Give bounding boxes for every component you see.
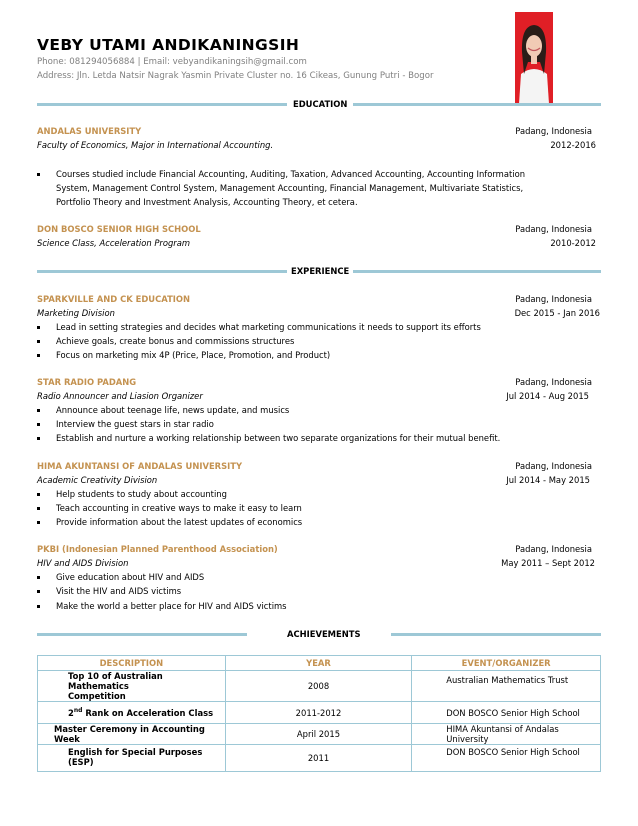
list-item: Help students to study about accounting (37, 487, 557, 501)
achievement-event: Australian Mathematics Trust (412, 671, 601, 702)
achievement-year: April 2015 (225, 724, 412, 745)
table-row (38, 702, 601, 724)
achievements-section-header (37, 629, 601, 641)
list-item: Lead in setting strategies and decides what marketing communications it needs to support its efforts (37, 320, 557, 334)
contact-line: Phone: 081294056884 | Email: vebyandikaningsih@gmail.com (37, 57, 307, 67)
achievement-year: 2011 (225, 745, 412, 772)
list-item: Make the world a better place for HIV and AIDS victims (37, 599, 557, 613)
exp-org: STAR RADIO PADANG (37, 377, 137, 387)
list-item: Focus on marketing mix 4P (Price, Place, Promotion, and Product) (37, 348, 557, 362)
exp-org: HIMA AKUNTANSI OF ANDALAS UNIVERSITY (37, 461, 243, 471)
achievement-year: 2011-2012 (225, 702, 412, 724)
exp-org: PKBI (Indonesian Planned Parenthood Association) (37, 544, 278, 554)
achievements-table (37, 655, 601, 772)
achievement-year: 2008 (225, 671, 412, 702)
table-row (38, 745, 601, 772)
edu-period: 2012-2016 (550, 140, 596, 150)
col-header-event: EVENT/ORGANIZER (412, 656, 601, 671)
list-item: Teach accounting in creative ways to make it easy to learn (37, 501, 557, 515)
list-item: Provide information about the latest updates of economics (37, 515, 557, 529)
table-row (38, 724, 601, 745)
list-item: Establish and nurture a working relationship between two separate organizations for their mutual benefit. (37, 431, 577, 445)
exp-role: Radio Announcer and Liasion Organizer (37, 391, 203, 401)
exp-org: SPARKVILLE AND CK EDUCATION (37, 294, 191, 304)
experience-title: EXPERIENCE (291, 266, 350, 276)
achievement-event: HIMA Akuntansi of Andalas University (412, 724, 601, 745)
edu-location: Padang, Indonesia (515, 224, 592, 234)
candidate-name: VEBY UTAMI ANDIKANINGSIH (37, 36, 300, 54)
list-item: Give education about HIV and AIDS (37, 570, 557, 584)
profile-photo (515, 12, 553, 104)
exp-location: Padang, Indonesia (515, 461, 592, 471)
achievement-event: DON BOSCO Senior High School (412, 745, 601, 772)
exp-period: Dec 2015 - Jan 2016 (514, 308, 600, 318)
education-section-header (37, 99, 601, 111)
address-line: Address: Jln. Letda Natsir Nagrak Yasmin Private Cluster no. 16 Cikeas, Gunung Putri - Bogor (37, 71, 434, 81)
achievement-description: English for Special Purposes (ESP) (38, 745, 226, 772)
edu-org: ANDALAS UNIVERSITY (37, 126, 142, 136)
exp-period: Jul 2014 - May 2015 (506, 475, 590, 485)
achievements-title: ACHIEVEMENTS (287, 629, 361, 639)
table-row (38, 671, 601, 702)
exp-location: Padang, Indonesia (515, 294, 592, 304)
edu-role: Faculty of Economics, Major in International Accounting. (37, 140, 274, 150)
edu-role: Science Class, Acceleration Program (37, 238, 191, 248)
exp-location: Padang, Indonesia (515, 544, 592, 554)
exp-role: Academic Creativity Division (37, 475, 158, 485)
table-header-row (38, 656, 601, 671)
exp-location: Padang, Indonesia (515, 377, 592, 387)
list-item: Visit the HIV and AIDS victims (37, 584, 557, 598)
achievement-description: Master Ceremony in Accounting Week (38, 724, 226, 745)
exp-period: May 2011 – Sept 2012 (501, 558, 595, 568)
achievement-description: Top 10 of Australian Mathematics Competition (38, 671, 226, 702)
list-item: Achieve goals, create bonus and commissions structures (37, 334, 557, 348)
achievement-description: 2nd Rank on Acceleration Class (38, 702, 226, 724)
col-header-year: YEAR (225, 656, 412, 671)
col-header-description: DESCRIPTION (38, 656, 226, 671)
list-item: Courses studied include Financial Accounting, Auditing, Taxation, Advanced Accounting, Accounting Information System, Management Control System, Management Accounting, Financial Management, Multivariate Statistics, Portfolio Theory and Investment Analysis, Accounting Theory, et cetera. (37, 167, 557, 209)
achievement-event: DON BOSCO Senior High School (412, 702, 601, 724)
list-item: Interview the guest stars in star radio (37, 417, 557, 431)
experience-section-header (37, 266, 601, 278)
education-title: EDUCATION (293, 99, 348, 109)
edu-org: DON BOSCO SENIOR HIGH SCHOOL (37, 224, 201, 234)
exp-period: Jul 2014 - Aug 2015 (506, 391, 589, 401)
edu-location: Padang, Indonesia (515, 126, 592, 136)
exp-role: Marketing Division (37, 308, 115, 318)
exp-role: HIV and AIDS Division (37, 558, 129, 568)
edu-period: 2010-2012 (550, 238, 596, 248)
list-item: Announce about teenage life, news update, and musics (37, 403, 557, 417)
